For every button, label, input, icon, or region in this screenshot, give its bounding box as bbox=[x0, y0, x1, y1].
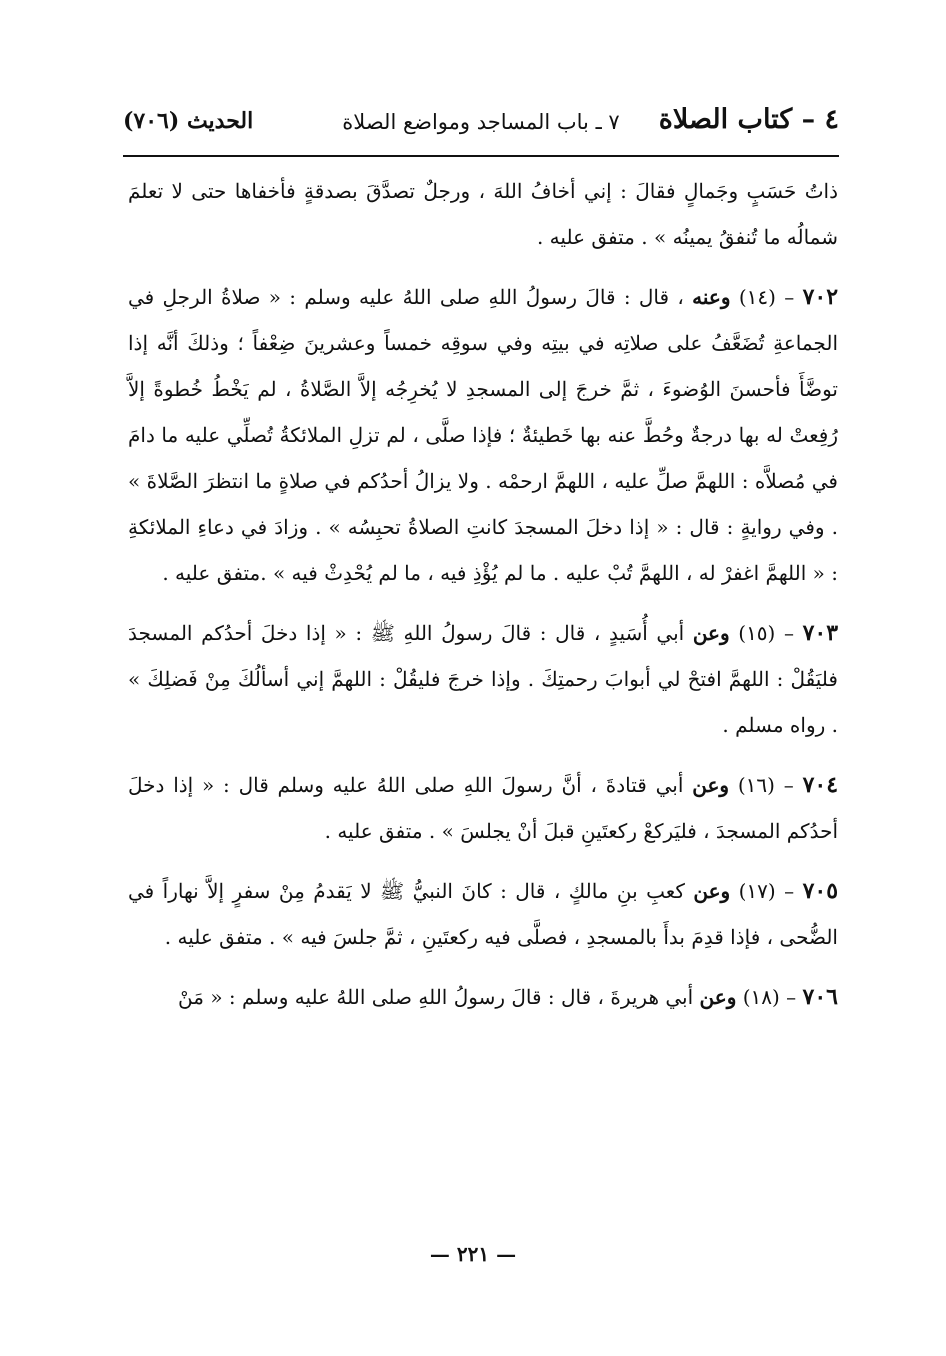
hadith-number: ٧٠٤ bbox=[802, 772, 839, 798]
hadith-opening: وعن bbox=[692, 773, 730, 797]
header-divider bbox=[123, 155, 839, 157]
hadith-text: أبي هريرةَ ، قال : قالَ رسولُ اللهِ صلى اللهُ عليه وسلم : « مَنْ bbox=[178, 985, 694, 1009]
hadith-opening: وعن bbox=[693, 879, 731, 903]
hadith-index: (١٨) bbox=[742, 985, 780, 1009]
hadith-text: كعبِ بنِ مالكٍ ، قال : كانَ النبيُّ ﷺ لا يَقدمُ مِنْ سفرٍ إلاَّ نهاراً في الضُّحى ، فإذا قدِمَ بدأَ بالمسجدِ ، فصلَّى فيه ركعتَينِ ، ثمَّ جلسَ فيه » . متفق عليه . bbox=[128, 879, 838, 949]
paragraph-continuation bbox=[128, 168, 838, 260]
paragraph-text: ذاتُ حَسَبٍ وجَمالٍ فقالَ : إني أخافُ اللهَ ، ورجلٌ تصدَّقَ بصدقةٍ فأخفاها حتى لا تعلمَ شمالُه ما تُنفقُ يمينُه » . متفق عليه . bbox=[128, 179, 838, 249]
hadith-702: ٧٠٢ – (١٤) وعنه ، قال : قالَ رسولُ اللهِ صلى اللهُ عليه وسلم : « صلاةُ الرجلِ في الجماعةِ تُضَعَّفُ على صلاتِه في بيتِه وفي سوقِه خمساً وعشرينَ ضِعْفاً ؛ وذلكَ أنَّه إذا توضَّأَ فأحسنَ الوُضوءَ ، ثمَّ خرجَ إلى المسجدِ لا يُخرِجُه إلاَّ الصَّلاةُ ، لم يَخْطُ خُطوةً إلاَّ رُفِعتْ له بها درجةٌ وحُطَّ عنه بها خَطيئةٌ ؛ فإذا صلَّى ، لم تزلِ الملائكةُ تُصلِّي عليه ما دامَ في مُصلاَّه : اللهمَّ صلِّ عليه ، اللهمَّ ارحمْه . ولا يزالُ أحدُكم في صلاةٍ ما انتظرَ الصَّلاةَ » . وفي روايةٍ : قال : « إذا دخلَ المسجدَ كانتِ الصلاةُ تحبِسُه » . وزادَ في دعاءِ الملائكةِ : « اللهمَّ اغفرْ له ، اللهمَّ تُبْ عليه . ما لم يُؤْذِ فيه ، ما لم يُحْدِثْ فيه » .متفق عليه . bbox=[128, 284, 839, 585]
hadith-index: (١٥) bbox=[738, 621, 776, 645]
hadith-opening: وعن bbox=[692, 621, 730, 645]
hadith-index: (١٤) bbox=[738, 285, 776, 309]
hadith-index: (١٧) bbox=[738, 879, 776, 903]
hadith-703: ٧٠٣ – (١٥) وعن أبي أُسَيدٍ ، قال : قالَ رسولُ اللهِ ﷺ : « إذا دخلَ أحدُكم المسجدَ فليَقُلْ : اللهمَّ افتحْ لي أبوابَ رحمتِكَ . وإذا خرجَ فليقُلْ : اللهمَّ إني أسألُكَ مِنْ فَضلِكَ » . رواه مسلم . bbox=[128, 620, 839, 737]
hadith-704: ٧٠٤ – (١٦) وعن أبي قتادةَ ، أنَّ رسولَ اللهِ صلى اللهُ عليه وسلم قال : « إذا دخلَ أحدُكم المسجدَ ، فليَركعْ ركعتَينِ قبلَ أنْ يجلسَ » . متفق عليه . bbox=[128, 772, 839, 843]
hadith-number: ٧٠٥ bbox=[802, 878, 839, 904]
page-number: — ٢٢١ — bbox=[429, 1242, 517, 1266]
hadith-number: ٧٠٣ bbox=[802, 620, 839, 646]
hadith-number: ٧٠٢ bbox=[802, 284, 839, 310]
hadith-opening: وعن bbox=[699, 985, 737, 1009]
page-body bbox=[128, 168, 838, 1034]
hadith-text: أبي قتادةَ ، أنَّ رسولَ اللهِ صلى اللهُ عليه وسلم قال : « إذا دخلَ أحدُكم المسجدَ ، فليَركعْ ركعتَينِ قبلَ أنْ يجلسَ » . متفق عليه . bbox=[128, 773, 838, 843]
hadith-number: ٧٠٦ bbox=[802, 984, 838, 1010]
book-title: ٤ – كتاب الصلاة bbox=[658, 104, 839, 135]
hadith-opening: وعنه bbox=[692, 285, 731, 309]
chapter-title: ٧ ـ باب المساجد ومواضع الصلاة bbox=[342, 110, 620, 134]
hadith-index: (١٦) bbox=[737, 773, 775, 797]
hadith-706: ٧٠٦ – (١٨) وعن أبي هريرةَ ، قال : قالَ رسولُ اللهِ صلى اللهُ عليه وسلم : « مَنْ bbox=[178, 984, 838, 1010]
running-header bbox=[123, 96, 839, 146]
hadith-705: ٧٠٥ – (١٧) وعن كعبِ بنِ مالكٍ ، قال : كانَ النبيُّ ﷺ لا يَقدمُ مِنْ سفرٍ إلاَّ نهاراً في الضُّحى ، فإذا قدِمَ بدأَ بالمسجدِ ، فصلَّى فيه ركعتَينِ ، ثمَّ جلسَ فيه » . متفق عليه . bbox=[128, 878, 839, 949]
hadith-text: أبي أُسَيدٍ ، قال : قالَ رسولُ اللهِ ﷺ : « إذا دخلَ أحدُكم المسجدَ فليَقُلْ : اللهمَّ افتحْ لي أبوابَ رحمتِكَ . وإذا خرجَ فليقُلْ : اللهمَّ إني أسألُكَ مِنْ فَضلِكَ » . رواه مسلم . bbox=[128, 621, 838, 737]
hadith-range: الحديث (٧٠٦) bbox=[123, 108, 254, 134]
hadith-text: ، قال : قالَ رسولُ اللهِ صلى اللهُ عليه وسلم : « صلاةُ الرجلِ في الجماعةِ تُضَعَّفُ على صلاتِه في بيتِه وفي سوقِه خمساً وعشرينَ ضِعْفاً ؛ وذلكَ أنَّه إذا توضَّأَ فأحسنَ الوُضوءَ ، ثمَّ خرجَ إلى المسجدِ لا يُخرِجُه إلاَّ الصَّلاةُ ، لم يَخْطُ خُطوةً إلاَّ رُفِعتْ له بها درجةٌ وحُطَّ عنه بها خَطيئةٌ ؛ فإذا صلَّى ، لم تزلِ الملائكةُ تُصلِّي عليه ما دامَ في مُصلاَّه : اللهمَّ صلِّ عليه ، اللهمَّ ارحمْه . ولا يزالُ أحدُكم في صلاةٍ ما انتظرَ الصَّلاةَ » . وفي روايةٍ : قال : « إذا دخلَ المسجدَ كانتِ الصلاةُ تحبِسُه » . وزادَ في دعاءِ الملائكةِ : « اللهمَّ اغفرْ له ، اللهمَّ تُبْ عليه . ما لم يُؤْذِ فيه ، ما لم يُحْدِثْ فيه » .متفق عليه . bbox=[128, 285, 838, 585]
